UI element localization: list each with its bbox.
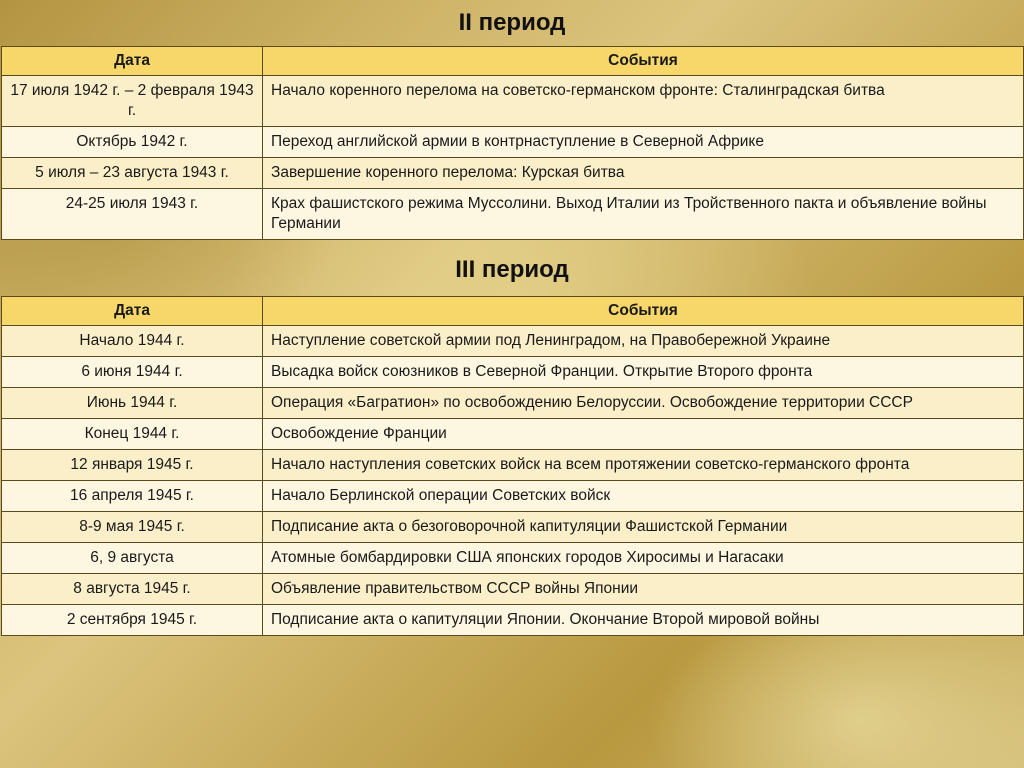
- date-cell: 6 июня 1944 г.: [2, 357, 263, 388]
- event-cell: Переход английской армии в контрнаступление в Северной Африке: [263, 127, 1024, 158]
- event-cell: Наступление советской армии под Ленинградом, на Правобережной Украине: [263, 326, 1024, 357]
- period-3-table: [1, 296, 1024, 636]
- date-cell: Июнь 1944 г.: [2, 388, 263, 419]
- period-3-title: III период: [455, 256, 569, 283]
- date-cell: 8-9 мая 1945 г.: [2, 512, 263, 543]
- table-row: [2, 605, 1024, 636]
- event-cell: Начало коренного перелома на советско-германском фронте: Сталинградская битва: [263, 76, 1024, 127]
- table-header-row: [2, 297, 1024, 326]
- date-cell: 12 января 1945 г.: [2, 450, 263, 481]
- table-row: [2, 76, 1024, 127]
- event-cell: Высадка войск союзников в Северной Франции. Открытие Второго фронта: [263, 357, 1024, 388]
- event-cell: Начало наступления советских войск на всем протяжении советско-германского фронта: [263, 450, 1024, 481]
- table-row: [2, 158, 1024, 189]
- event-cell: Освобождение Франции: [263, 419, 1024, 450]
- date-cell: Начало 1944 г.: [2, 326, 263, 357]
- table-row: [2, 481, 1024, 512]
- event-cell: Атомные бомбардировки США японских городов Хиросимы и Нагасаки: [263, 543, 1024, 574]
- table-row: [2, 450, 1024, 481]
- date-cell: Октябрь 1942 г.: [2, 127, 263, 158]
- table-row: [2, 357, 1024, 388]
- event-cell: Объявление правительством СССР войны Японии: [263, 574, 1024, 605]
- table-row: [2, 189, 1024, 240]
- date-column-header: Дата: [2, 47, 263, 76]
- event-cell: Операция «Багратион» по освобождению Белоруссии. Освобождение территории СССР: [263, 388, 1024, 419]
- event-cell: Подписание акта о капитуляции Японии. Окончание Второй мировой войны: [263, 605, 1024, 636]
- table-row: [2, 388, 1024, 419]
- date-cell: 24-25 июля 1943 г.: [2, 189, 263, 240]
- table-row: [2, 419, 1024, 450]
- event-cell: Завершение коренного перелома: Курская битва: [263, 158, 1024, 189]
- date-cell: 16 апреля 1945 г.: [2, 481, 263, 512]
- date-cell: 6, 9 августа: [2, 543, 263, 574]
- table-row: [2, 512, 1024, 543]
- date-column-header: Дата: [2, 297, 263, 326]
- events-column-header: События: [263, 297, 1024, 326]
- date-cell: Конец 1944 г.: [2, 419, 263, 450]
- table-header-row: [2, 47, 1024, 76]
- period-2-title: II период: [458, 9, 566, 36]
- date-cell: 2 сентября 1945 г.: [2, 605, 263, 636]
- table-row: [2, 127, 1024, 158]
- table-row: [2, 326, 1024, 357]
- event-cell: Крах фашистского режима Муссолини. Выход Италии из Тройственного пакта и объявление войны Германии: [263, 189, 1024, 240]
- event-cell: Подписание акта о безоговорочной капитуляции Фашистской Германии: [263, 512, 1024, 543]
- date-cell: 8 августа 1945 г.: [2, 574, 263, 605]
- date-cell: 17 июля 1942 г. – 2 февраля 1943 г.: [2, 76, 263, 127]
- table-row: [2, 574, 1024, 605]
- date-cell: 5 июля – 23 августа 1943 г.: [2, 158, 263, 189]
- events-column-header: События: [263, 47, 1024, 76]
- period-2-table: [1, 46, 1024, 240]
- table-row: [2, 543, 1024, 574]
- event-cell: Начало Берлинской операции Советских войск: [263, 481, 1024, 512]
